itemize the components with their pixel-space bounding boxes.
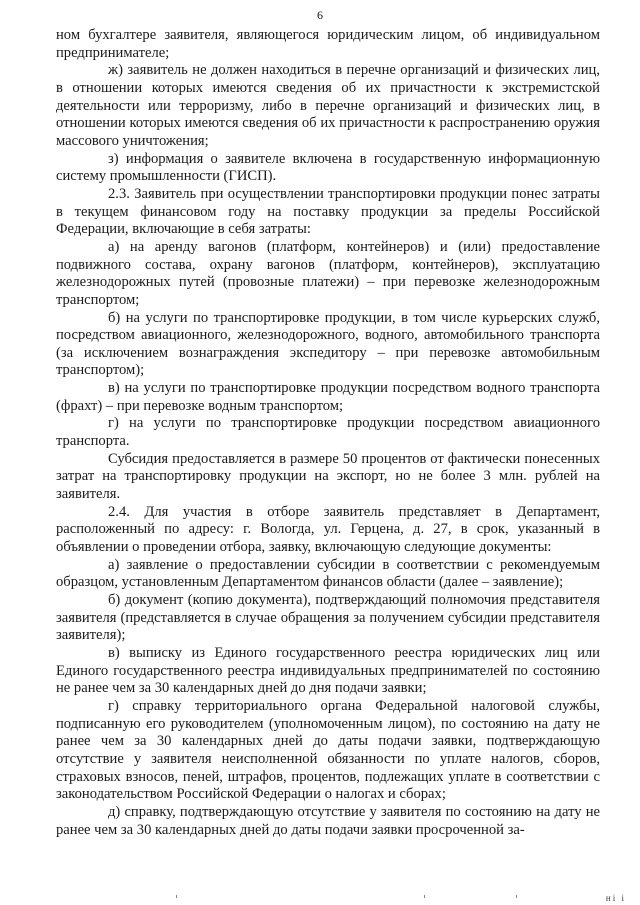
paragraph-item-g-air: г) на услуги по транспортировке продукции посредством авиационного транспорта. bbox=[56, 415, 600, 450]
paragraph-doc-b: б) документ (копию документа), подтверждающий полномочия представителя заявителя (представляется в случае обращения за получением субсидии представителя заявителя); bbox=[56, 592, 600, 644]
paragraph-doc-g: г) справку территориального органа Федеральной налоговой службы, подписанную его руководителем (уполномоченным лицом), по состоянию на дату не ранее чем за 30 календарных дней до даты подачи заявки, подтверждающую отсутствие у заявителя неисполненной обязанности по уплате налогов, сборов, страховых взносов, пеней, штрафов, процентов, подлежащих уплате в соответствии с законодательством Российской Федерации о налогах и сборах; bbox=[56, 697, 600, 803]
paragraph-item-b-transport: б) на услуги по транспортировке продукции, в том числе курьерских служб, посредством авиационного, железнодорожного, водного, автомобильного транспорта (за исключением вознаграждения экспедитору – при перевозке автомобильным транспортом); bbox=[56, 309, 600, 379]
paragraph-item-a-rail: а) на аренду вагонов (платформ, контейнеров) и (или) предоставление подвижного состава, охрану вагонов (платформ, контейнеров), эксплуатацию железнодорожных путей (провозные платежи) – при перевозке железнодорожным транспортом; bbox=[56, 238, 600, 308]
paragraph-section-2-3: 2.3. Заявитель при осуществлении транспортировки продукции понес затраты в текущем финансовом году на поставку продукции за пределы Российской Федерации, включающие в себя затраты: bbox=[56, 185, 600, 238]
paragraph-item-z: з) информация о заявителе включена в государственную информационную систему промышленности (ГИСП). bbox=[56, 150, 600, 185]
scan-speck bbox=[424, 895, 425, 898]
scan-speck bbox=[176, 895, 177, 898]
paragraph-doc-d: д) справку, подтверждающую отсутствие у заявителя по состоянию на дату не ранее чем за 30 календарных дней до даты подачи заявки просроченной за- bbox=[56, 803, 600, 838]
page-number: 6 bbox=[317, 8, 323, 22]
document-body bbox=[56, 27, 600, 839]
footer-marks: ні і bbox=[605, 893, 626, 903]
paragraph-item-zh: ж) заявитель не должен находиться в перечне организаций и физических лиц, в отношении которых имеются сведения об их причастности к экстремистской деятельности или терроризму, либо в перечне организаций и физических лиц, в отношении которых имеются сведения об их причастности к распространению оружия массового уничтожения; bbox=[56, 62, 600, 149]
paragraph-doc-v: в) выписку из Единого государственного реестра юридических лиц или Единого государственного реестра индивидуальных предпринимателей по состоянию не ранее чем за 30 календарных дней до дня подачи заявки; bbox=[56, 644, 600, 697]
scan-artifacts bbox=[0, 895, 640, 899]
scan-speck bbox=[516, 895, 517, 898]
paragraph-doc-a: а) заявление о предоставлении субсидии в соответствии с рекомендуемым образцом, установленным Департаментом финансов области (далее – заявление); bbox=[56, 556, 600, 591]
paragraph-continuation: ном бухгалтере заявителя, являющегося юридическим лицом, об индивидуальном предпринимателе; bbox=[56, 27, 600, 61]
paragraph-item-v-water: в) на услуги по транспортировке продукции посредством водного транспорта (фрахт) – при перевозке водным транспортом; bbox=[56, 380, 600, 414]
paragraph-subsidy-size: Субсидия предоставляется в размере 50 процентов от фактически понесенных затрат на транспортировку продукции на экспорт, но не более 3 млн. рублей на заявителя. bbox=[56, 450, 600, 503]
paragraph-section-2-4: 2.4. Для участия в отборе заявитель представляет в Департамент, расположенный по адресу: г. Вологда, ул. Герцена, д. 27, в срок, указанный в объявлении о проведении отбора, заявку, включающую следующие документы: bbox=[56, 503, 600, 556]
